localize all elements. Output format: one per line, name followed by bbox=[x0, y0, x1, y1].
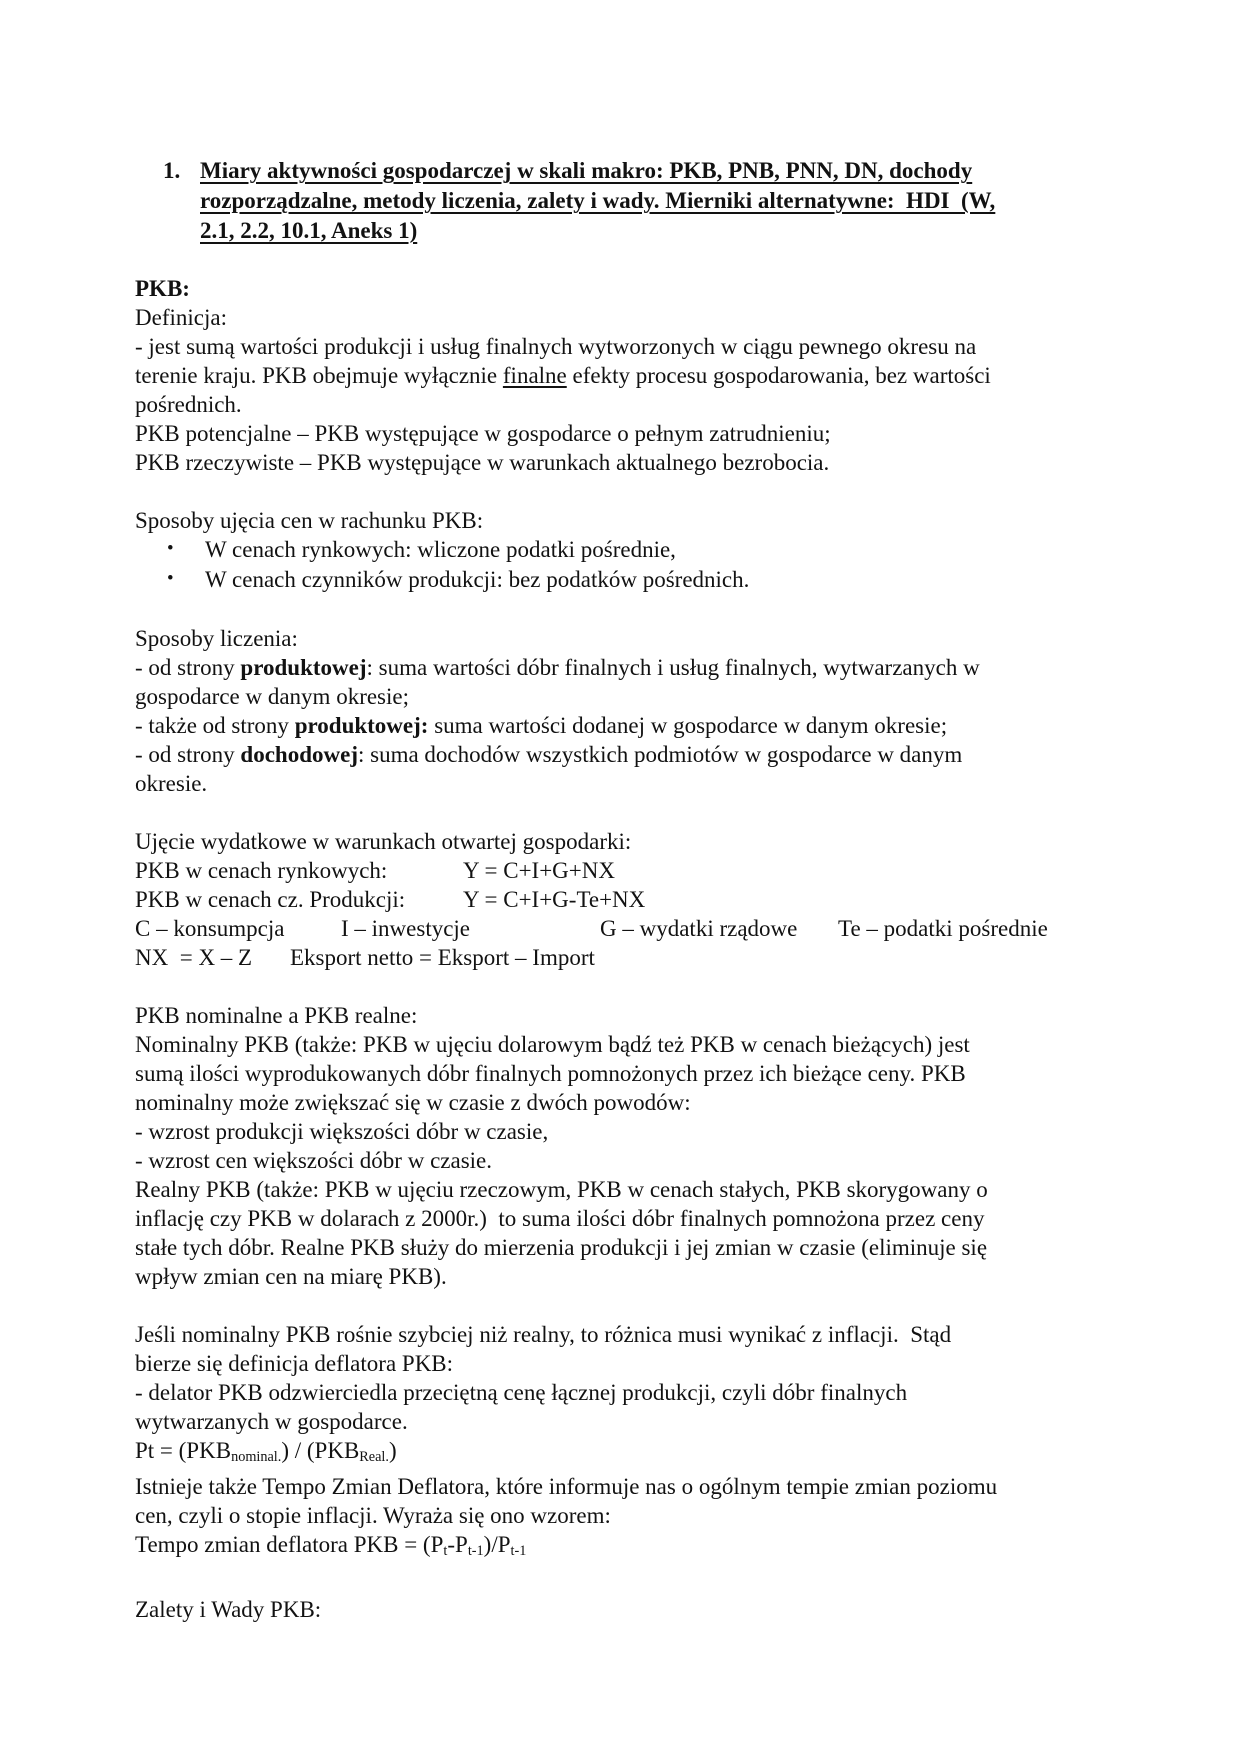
text-segment: G – wydatki rządowe bbox=[600, 916, 798, 941]
text-segment: Tempo zmian deflatora PKB = (P bbox=[135, 1532, 444, 1558]
doc-line bbox=[135, 1530, 1115, 1566]
tab-cell bbox=[135, 943, 290, 972]
tab-cell bbox=[463, 885, 645, 914]
text-segment: t-1 bbox=[467, 1543, 484, 1560]
doc-line bbox=[135, 827, 1115, 856]
doc-line bbox=[135, 274, 1115, 303]
tabbed-line bbox=[135, 914, 1115, 943]
document-content bbox=[135, 156, 1115, 1624]
tab-cell bbox=[838, 914, 1048, 943]
text-segment: efekty procesu gospodarowania, bez wartości bbox=[566, 363, 991, 388]
text-segment: Y = C+I+G+NX bbox=[463, 858, 615, 883]
text-segment: Sposoby liczenia: bbox=[135, 626, 298, 651]
text-segment: wytwarzanych w gospodarce. bbox=[135, 1409, 408, 1434]
doc-line bbox=[135, 1088, 1115, 1117]
text-segment: sumą ilości wyprodukowanych dóbr finalnych pomnożonych przez ich bieżące ceny. PKB bbox=[135, 1061, 966, 1086]
text-segment: : suma wartości dóbr finalnych i usług finalnych, wytwarzanych w bbox=[366, 655, 980, 680]
text-segment: finalne bbox=[502, 363, 567, 388]
doc-line bbox=[135, 1233, 1115, 1262]
text-segment: t-1 bbox=[510, 1543, 527, 1560]
doc-line bbox=[135, 1378, 1115, 1407]
text-segment: Sposoby ujęcia cen w rachunku PKB: bbox=[135, 508, 484, 533]
text-segment: Pt = (PKB bbox=[135, 1438, 232, 1463]
text-segment: PKB rzeczywiste – PKB występujące w warunkach aktualnego bezrobocia. bbox=[135, 450, 830, 475]
doc-line bbox=[135, 1059, 1115, 1088]
bullet-icon: • bbox=[167, 538, 174, 559]
tabbed-line bbox=[135, 856, 1115, 885]
doc-line bbox=[135, 332, 1115, 361]
text-segment: wpływ zmian cen na miarę PKB). bbox=[135, 1264, 447, 1289]
text-segment: PKB nominalne a PKB realne: bbox=[135, 1003, 418, 1028]
text-segment: PKB: bbox=[135, 276, 190, 301]
doc-line bbox=[135, 1117, 1115, 1146]
text-segment: - także od strony bbox=[135, 713, 295, 738]
text-segment: terenie kraju. PKB obejmuje wyłącznie bbox=[135, 363, 503, 388]
text-segment: PKB w cenach rynkowych: bbox=[135, 858, 388, 883]
doc-line bbox=[135, 1175, 1115, 1204]
doc-line bbox=[135, 1349, 1115, 1378]
text-segment: Definicja: bbox=[135, 305, 227, 330]
text-segment: Y = C+I+G-Te+NX bbox=[463, 887, 646, 912]
tab-cell bbox=[290, 943, 595, 972]
heading-number: 1. bbox=[163, 158, 181, 183]
text-segment: pośrednich. bbox=[135, 392, 242, 417]
tab-cell bbox=[135, 856, 463, 885]
doc-line bbox=[135, 303, 1115, 332]
doc-line bbox=[135, 506, 1115, 535]
text-segment: nominalny może zwiększać się w czasie z dwóch powodów: bbox=[135, 1090, 691, 1115]
tab-cell bbox=[463, 856, 615, 885]
text-segment: Jeśli nominalny PKB rośnie szybciej niż realny, to różnica musi wynikać z inflacji. Stąd bbox=[135, 1322, 952, 1347]
doc-line bbox=[135, 419, 1115, 448]
doc-line bbox=[135, 390, 1115, 419]
doc-line bbox=[135, 1595, 1115, 1624]
doc-line bbox=[135, 769, 1115, 798]
text-segment: gospodarce w danym okresie; bbox=[135, 684, 410, 709]
doc-line bbox=[135, 1320, 1115, 1349]
doc-line bbox=[135, 448, 1115, 477]
text-segment: W cenach czynników produkcji: bez podatków pośrednich. bbox=[205, 567, 750, 592]
blank-line bbox=[135, 595, 1115, 624]
text-segment: Nominalny PKB (także: PKB w ujęciu dolarowym bądź też PKB w cenach bieżących) jest bbox=[135, 1032, 970, 1057]
doc-line bbox=[135, 1436, 1115, 1472]
text-segment: okresie. bbox=[135, 771, 208, 796]
tabbed-line bbox=[135, 943, 1115, 972]
bullet-list-item bbox=[135, 565, 1115, 595]
doc-line bbox=[135, 1001, 1115, 1030]
text-segment: ) bbox=[388, 1438, 397, 1463]
blank-line bbox=[135, 798, 1115, 827]
text-segment: I – inwestycje bbox=[341, 916, 471, 941]
heading-line: rozporządzalne, metody liczenia, zalety i wady. Mierniki alternatywne: HDI (W, bbox=[200, 188, 996, 213]
text-segment: C – konsumpcja bbox=[135, 916, 285, 941]
text-segment: Real. bbox=[359, 1449, 389, 1466]
text-segment: Te – podatki pośrednie bbox=[838, 916, 1048, 941]
tab-cell bbox=[135, 914, 341, 943]
doc-line bbox=[135, 1501, 1115, 1530]
tab-cell bbox=[600, 914, 838, 943]
text-segment: cen, czyli o stopie inflacji. Wyraża się ono wzorem: bbox=[135, 1503, 611, 1529]
doc-line bbox=[135, 361, 1115, 390]
tab-cell bbox=[341, 914, 600, 943]
text-segment: -P bbox=[447, 1532, 468, 1558]
text-segment: PKB potencjalne – PKB występujące w gospodarce o pełnym zatrudnieniu; bbox=[135, 421, 831, 446]
text-segment: W cenach rynkowych: wliczone podatki pośrednie, bbox=[205, 537, 676, 562]
doc-line bbox=[135, 1030, 1115, 1059]
text-segment: Zalety i Wady PKB: bbox=[135, 1597, 322, 1623]
doc-line bbox=[135, 711, 1115, 740]
doc-line bbox=[135, 1262, 1115, 1291]
doc-line bbox=[135, 1407, 1115, 1436]
doc-line bbox=[135, 653, 1115, 682]
bullet-icon: • bbox=[167, 568, 174, 589]
text-segment: inflację czy PKB w dolarach z 2000r.) to suma ilości dóbr finalnych pomnożona przez ceny bbox=[135, 1206, 985, 1231]
doc-line bbox=[135, 1472, 1115, 1501]
doc-line bbox=[135, 624, 1115, 653]
text-segment: - wzrost cen większości dóbr w czasie. bbox=[135, 1148, 493, 1173]
text-segment: NX = X – Z bbox=[135, 945, 253, 970]
text-segment: produktowej: bbox=[294, 713, 429, 738]
text-segment: suma wartości dodanej w gospodarce w danym okresie; bbox=[428, 713, 948, 738]
text-segment: stałe tych dóbr. Realne PKB służy do mierzenia produkcji i jej zmian w czasie (eliminuje się bbox=[135, 1235, 988, 1260]
text-segment: Realny PKB (także: PKB w ujęciu rzeczowym, PKB w cenach stałych, PKB skorygowany o bbox=[135, 1177, 988, 1202]
tabbed-line bbox=[135, 885, 1115, 914]
tab-cell bbox=[135, 885, 463, 914]
text-segment: - delator PKB odzwierciedla przeciętną cenę łącznej produkcji, czyli dóbr finalnych bbox=[135, 1380, 908, 1405]
text-segment: dochodowej bbox=[240, 742, 358, 767]
text-segment: ) / (PKB bbox=[281, 1438, 360, 1463]
text-segment: Eksport netto = Eksport – Import bbox=[290, 945, 595, 970]
text-segment: PKB w cenach cz. Produkcji: bbox=[135, 887, 406, 912]
doc-line bbox=[135, 740, 1115, 769]
list-heading bbox=[135, 156, 1115, 246]
blank-line bbox=[135, 477, 1115, 506]
text-segment: - wzrost produkcji większości dóbr w czasie, bbox=[135, 1119, 549, 1144]
text-segment: produktowej bbox=[240, 655, 367, 680]
text-segment: - od strony bbox=[135, 655, 241, 680]
blank-line bbox=[135, 1566, 1115, 1595]
text-segment: t bbox=[443, 1543, 448, 1560]
bullet-list-item bbox=[135, 535, 1115, 565]
heading-line: 2.1, 2.2, 10.1, Aneks 1) bbox=[200, 218, 418, 243]
text-segment: bierze się definicja deflatora PKB: bbox=[135, 1351, 454, 1376]
text-segment: - jest sumą wartości produkcji i usług finalnych wytworzonych w ciągu pewnego okresu na bbox=[135, 334, 977, 359]
blank-line bbox=[135, 1291, 1115, 1320]
text-segment: Istnieje także Tempo Zmian Deflatora, które informuje nas o ogólnym tempie zmian poziomu bbox=[135, 1474, 998, 1500]
text-segment: Ujęcie wydatkowe w warunkach otwartej gospodarki: bbox=[135, 829, 632, 854]
text-segment: )/P bbox=[483, 1532, 511, 1558]
text-segment: - od strony bbox=[135, 742, 241, 767]
doc-line bbox=[135, 1204, 1115, 1233]
text-segment: nominal. bbox=[231, 1449, 282, 1466]
doc-line bbox=[135, 1146, 1115, 1175]
text-segment: : suma dochodów wszystkich podmiotów w gospodarce w danym bbox=[357, 742, 963, 767]
doc-line bbox=[135, 682, 1115, 711]
blank-line bbox=[135, 972, 1115, 1001]
heading-line: Miary aktywności gospodarczej w skali makro: PKB, PNB, PNN, DN, dochody bbox=[200, 158, 973, 183]
